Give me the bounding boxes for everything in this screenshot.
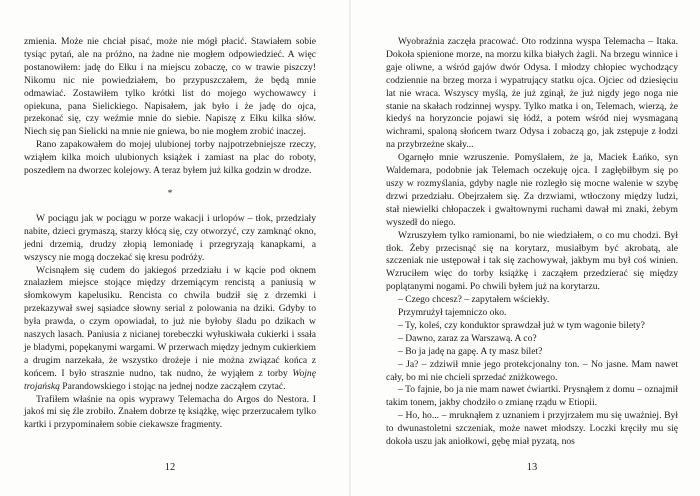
- dialogue-line: – Ty, koleś, czy konduktor sprawdzał już w tym wagonie bilety?: [398, 319, 645, 331]
- left-page: [24, 36, 316, 456]
- paragraph: Ogarnęło mnie wzruszenie. Pomyślałem, że ja, Maciek Łańko, syn Waldemara, podobnie jak Telemach oczekuję ojca. I zagłębiłbym się po uszy w rozmyślania, gdyby nagle nie rozległo się mocne walenie w szybę drzwi przedziału. Obejrzałem się. Za drzwiami, wtłoczony między ludzi, stał niewielki chłopaczek i gwałtownymi ruchami dawał mi znaki, żebym wyszedł do niego.: [386, 152, 678, 228]
- paragraph: W pociągu jak w pociągu w porze wakacji i urlopów – tłok, przedziały nabite, dzieci grymaszą, starzy kłócą się, czy otworzyć, czy zamknąć okno, jedni drzemią, drudzy złopią lemoniadę i przegryzają kanapkami, a wszyscy nie mogą doczekać się kresu podróży.: [24, 212, 316, 263]
- dialogue-line: – Ja? – zdziwił mnie jego protekcjonalny ton. – No jasne. Mam nawet cały, bo mi nie chcieli sprzedać zniżkowego.: [386, 358, 678, 383]
- paragraph: [24, 265, 316, 394]
- page-number-right: 13: [526, 462, 538, 473]
- dialogue-line: – Czego chcesz? – zapytałem wściekły.: [398, 294, 550, 306]
- right-page: [386, 36, 678, 456]
- paragraph: Trafiłem właśnie na opis wyprawy Telemacha do Argos do Nestora. I jakoś mi się źle zrobiło. Znałem dobrze tę książkę, więc przerzucałem tylko kartki i przypominałem sobie ciekawsze fragmenty.: [24, 393, 316, 431]
- paragraph: Wzruszyłem tylko ramionami, bo nie wiedziałem, o co mu chodzi. Był tłok. Żeby przecisnąć się na korytarz, musiałbym być akrobatą, ale szczeniak nie ustępował i tak się zachowywał, jakbym mu był coś winien. Wzruciłem więc do torby książkę i zacząłem przedzierać się między poplątanymi nogami. Po chwili byłem już na korytarzu.: [386, 229, 678, 293]
- paragraph-text: Parandowskiego i stojąc na jednej nodze zacząłem czytać.: [59, 380, 286, 392]
- book-title: Wojnę trojańską: [24, 367, 316, 392]
- book-gutter: [349, 0, 351, 496]
- dialogue-line: – Dawno, zaraz za Warszawą. A co?: [398, 332, 537, 344]
- dialogue-line: – To fajnie, bo ja nie mam nawet ćwiartki. Prysnąłem z domu – oznajmił takim tonem, jakby chodziło o zmianę rządu w Etiopii.: [386, 384, 678, 409]
- paragraph: zmienia. Może nie chciał pisać, może nie mógł płacić. Stawiałem sobie tysiąc pytań, ale na próżno, na żadne nie mogłem odpowiedzieć. A więc postanowiłem: jadę do Ełku i na miejscu zobaczę, co w trawie piszczy! Nikomu nic nie powiedziałem, bo przypuszczałem, że będą mnie odmawiać. Zostawiłem tylko krótki list do mojego wychowawcy i opiekuna, pana Sielickiego. Napisałem, jak było i że jadę do ojca, przekonać się, czy weźmie mnie do siebie. Napiszę z Ełku kilka słów. Niech się pan Sielicki na mnie nie gniewa, bo nie mogłem zrobić inaczej.: [24, 36, 316, 138]
- paragraph: Wyobraźnia zaczęła pracować. Oto rodzinna wyspa Telemacha – Itaka. Dokoła spienione morze, na morzu kilka białych żagli. Na brzegu winnice i gaje oliwne, a wśród gajów dwór Odysa. I młodzy chłopiec wychodzący codziennie na brzeg morza i wypatrujący statku ojca. Ojciec od dziesięciu lat nie wraca. Wszyscy myślą, że już zginął, że już nigdy jego noga nie stanie na skałach rodzinnej wyspy. Tylko matka i on, Telemach, wierzą, że kiedyś na horyzoncie pojawi się łódź, a potem wśród niej wysmaganą wichrami, spaloną słońcem twarz Odysa i zobaczą go, jak zstępuje z łodzi na przybrzeżne skały...: [386, 36, 678, 151]
- dialogue-line: – Ho, ho... – mruknąłem z uznaniem i przyjrzałem mu się uważniej. Był to dwunastoletni szczeniak, może nawet młodszy. Loczki kręciły mu się dokoła uszu jak aniołkowi, gębę miał pyzatą, nos: [386, 410, 678, 448]
- dialogue-line: – Bo ja jadę na gapę. A ty masz bilet?: [398, 345, 543, 357]
- section-separator: *: [167, 187, 173, 199]
- paragraph: Przymrużył tajemniczo oko.: [398, 307, 507, 319]
- paragraph: Rano zapakowałem do mojej ulubionej torby najpotrzebniejsze rzeczy, wziąłem kilka moich ulubionych książek i zamiast na plac do roboty, poszedłem na dworzec kolejowy. A teraz byłem już kilka godzin w drodze.: [24, 139, 316, 177]
- paragraph-text: Wcisnąłem się cudem do jakiegoś przedziału i w kącie pod oknem znalazłem miejsce stojące między drzemiącym rencistą a paniusią w słomkowym kapelusiku. Rencista co chwila budził się z drzemki i przekazywał swej sąsiadce słowny serial z polowania na dziki. Gdyby to była prawda, o czym opowiadał, to już nie byłoby śladu po dzikach w naszych lasach. Paniusia z nicianej torebeczki wyłuskiwała cukierki i ssała je bladymi, popękanymi wargami. W przerwach między jednym cukierkiem a drugim narzekała, że wszystko drożeje i nie można związać końca z końcem. I było strasznie nudno, tak nudno, że wyjąłem z torby: [24, 264, 316, 379]
- page-number-left: 12: [164, 462, 176, 473]
